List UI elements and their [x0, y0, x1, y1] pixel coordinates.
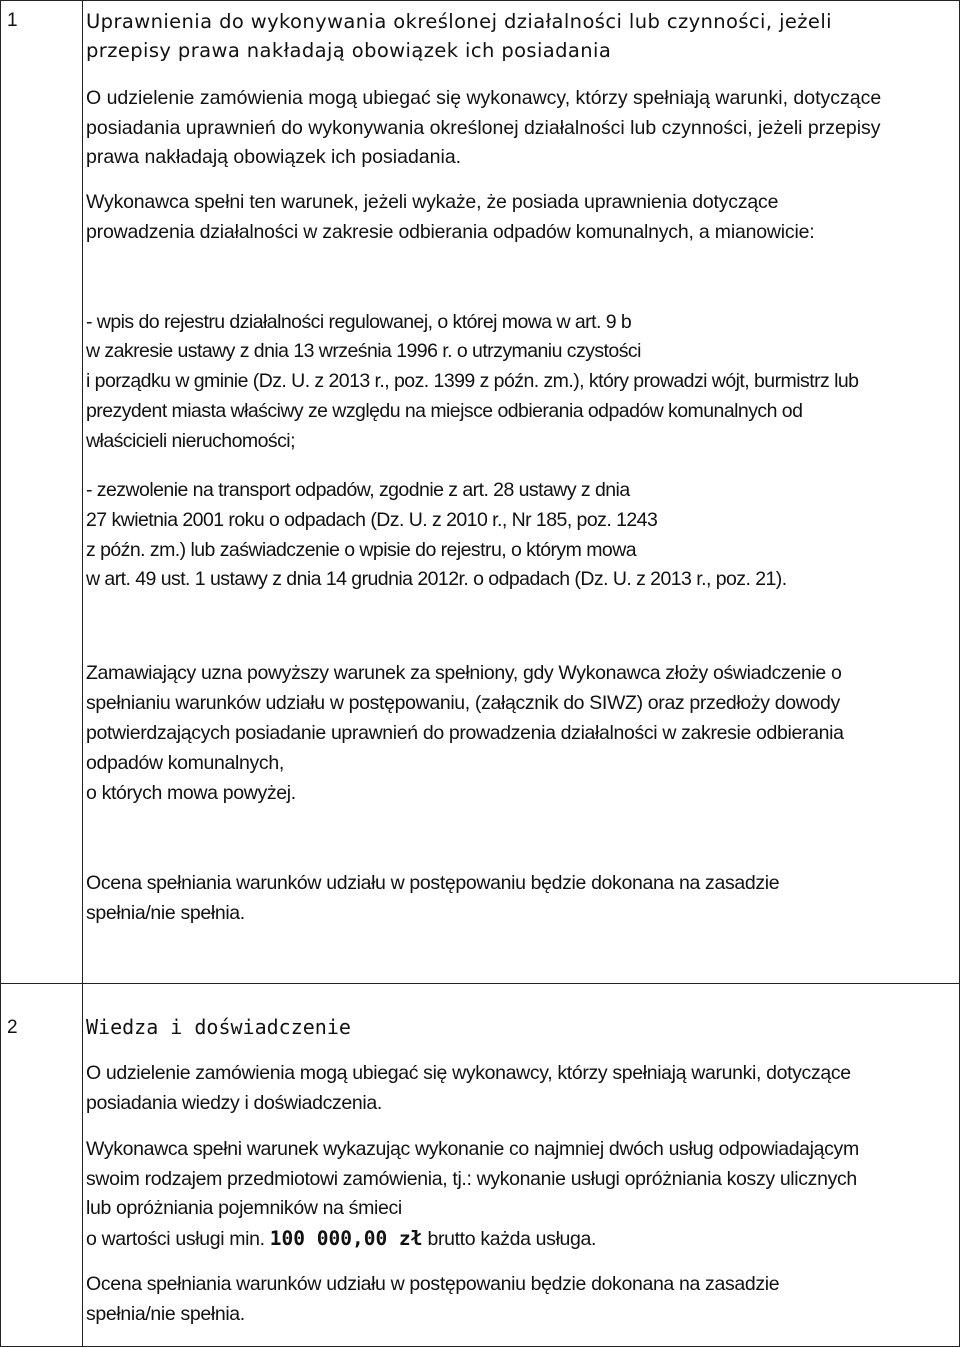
row-divider [0, 983, 960, 984]
paragraph-line: O udzielenie zamówienia mogą ubiegać się wykonawcy, którzy spełniają warunki, dotyczące [86, 1062, 851, 1084]
paragraph-line: lub opróżniania pojemników na śmieci [86, 1197, 402, 1219]
paragraph-line: Wykonawca spełni ten warunek, jeżeli wykaże, że posiada uprawnienia dotyczące [86, 191, 779, 213]
paragraph-line: 27 kwietnia 2001 roku o odpadach (Dz. U. z 2010 r., Nr 185, poz. 1243 [86, 509, 658, 531]
paragraph-line: w art. 49 ust. 1 ustawy z dnia 14 grudnia 2012r. o odpadach (Dz. U. z 2013 r., poz. 21). [86, 568, 787, 590]
paragraph-line: swoim rodzajem przedmiotowi zamówienia, tj.: wykonanie usługi opróżniania koszy ulicznych [86, 1168, 857, 1190]
paragraph-line: prowadzenia działalności w zakresie odbierania odpadów komunalnych, a mianowicie: [86, 221, 815, 243]
paragraph-line: - zezwolenie na transport odpadów, zgodnie z art. 28 ustawy z dnia [86, 479, 630, 501]
paragraph-line: Ocena spełniania warunków udziału w postępowaniu będzie dokonana na zasadzie [86, 1273, 780, 1295]
column-divider [82, 0, 83, 1347]
value-prefix: o wartości usługi min. [86, 1228, 265, 1250]
paragraph-line: odpadów komunalnych, [86, 752, 284, 774]
value-line [86, 1229, 596, 1250]
paragraph-line: spełnia/nie spełnia. [86, 1303, 245, 1325]
paragraph-line: O udzielenie zamówienia mogą ubiegać się wykonawcy, którzy spełniają warunki, dotyczące [86, 87, 882, 109]
row-number: 2 [7, 1017, 18, 1038]
paragraph-line: o których mowa powyżej. [86, 782, 296, 804]
paragraph-line: Ocena spełniania warunków udziału w postępowaniu będzie dokonana na zasadzie [86, 872, 780, 894]
paragraph-line: posiadania uprawnień do wykonywania określonej działalności lub czynności, jeżeli przepisy [86, 117, 881, 139]
paragraph-line: Zamawiający uzna powyższy warunek za spełniony, gdy Wykonawca złoży oświadczenie o [86, 662, 842, 684]
paragraph-line: spełnia/nie spełnia. [86, 902, 245, 924]
paragraph-line: prawa nakładają obowiązek ich posiadania. [86, 146, 462, 168]
paragraph-line: właścicieli nieruchomości; [86, 430, 295, 452]
paragraph-line: i porządku w gminie (Dz. U. z 2013 r., poz. 1399 z późn. zm.), który prowadzi wójt, burmistrz lub [86, 370, 859, 392]
row-heading-line: Uprawnienia do wykonywania określonej działalności lub czynności, jeżeli [86, 10, 832, 33]
paragraph-line: Wykonawca spełni warunek wykazując wykonanie co najmniej dwóch usług odpowiadającym [86, 1138, 859, 1160]
paragraph-line: potwierdzających posiadanie uprawnień do prowadzenia działalności w zakresie odbierania [86, 722, 844, 744]
value-suffix: brutto każda usługa. [427, 1228, 597, 1250]
paragraph-line: posiadania wiedzy i doświadczenia. [86, 1092, 382, 1114]
row-heading: Wiedza i doświadczenie [86, 1015, 351, 1039]
paragraph-line: spełnianiu warunków udziału w postępowaniu, (załącznik do SIWZ) oraz przedłoży dowody [86, 692, 840, 714]
paragraph-line: z późn. zm.) lub zaświadczenie o wpisie do rejestru, o którym mowa [86, 539, 637, 561]
value-amount: 100 000,00 zł [269, 1227, 423, 1250]
row-number: 1 [7, 10, 18, 31]
row-heading-line: przepisy prawa nakładają obowiązek ich posiadania [86, 39, 612, 62]
paragraph-line: w zakresie ustawy z dnia 13 września 1996 r. o utrzymaniu czystości [86, 340, 641, 362]
paragraph-line: - wpis do rejestru działalności regulowanej, o której mowa w art. 9 b [86, 311, 632, 333]
paragraph-line: prezydent miasta właściwy ze względu na miejsce odbierania odpadów komunalnych od [86, 400, 803, 422]
